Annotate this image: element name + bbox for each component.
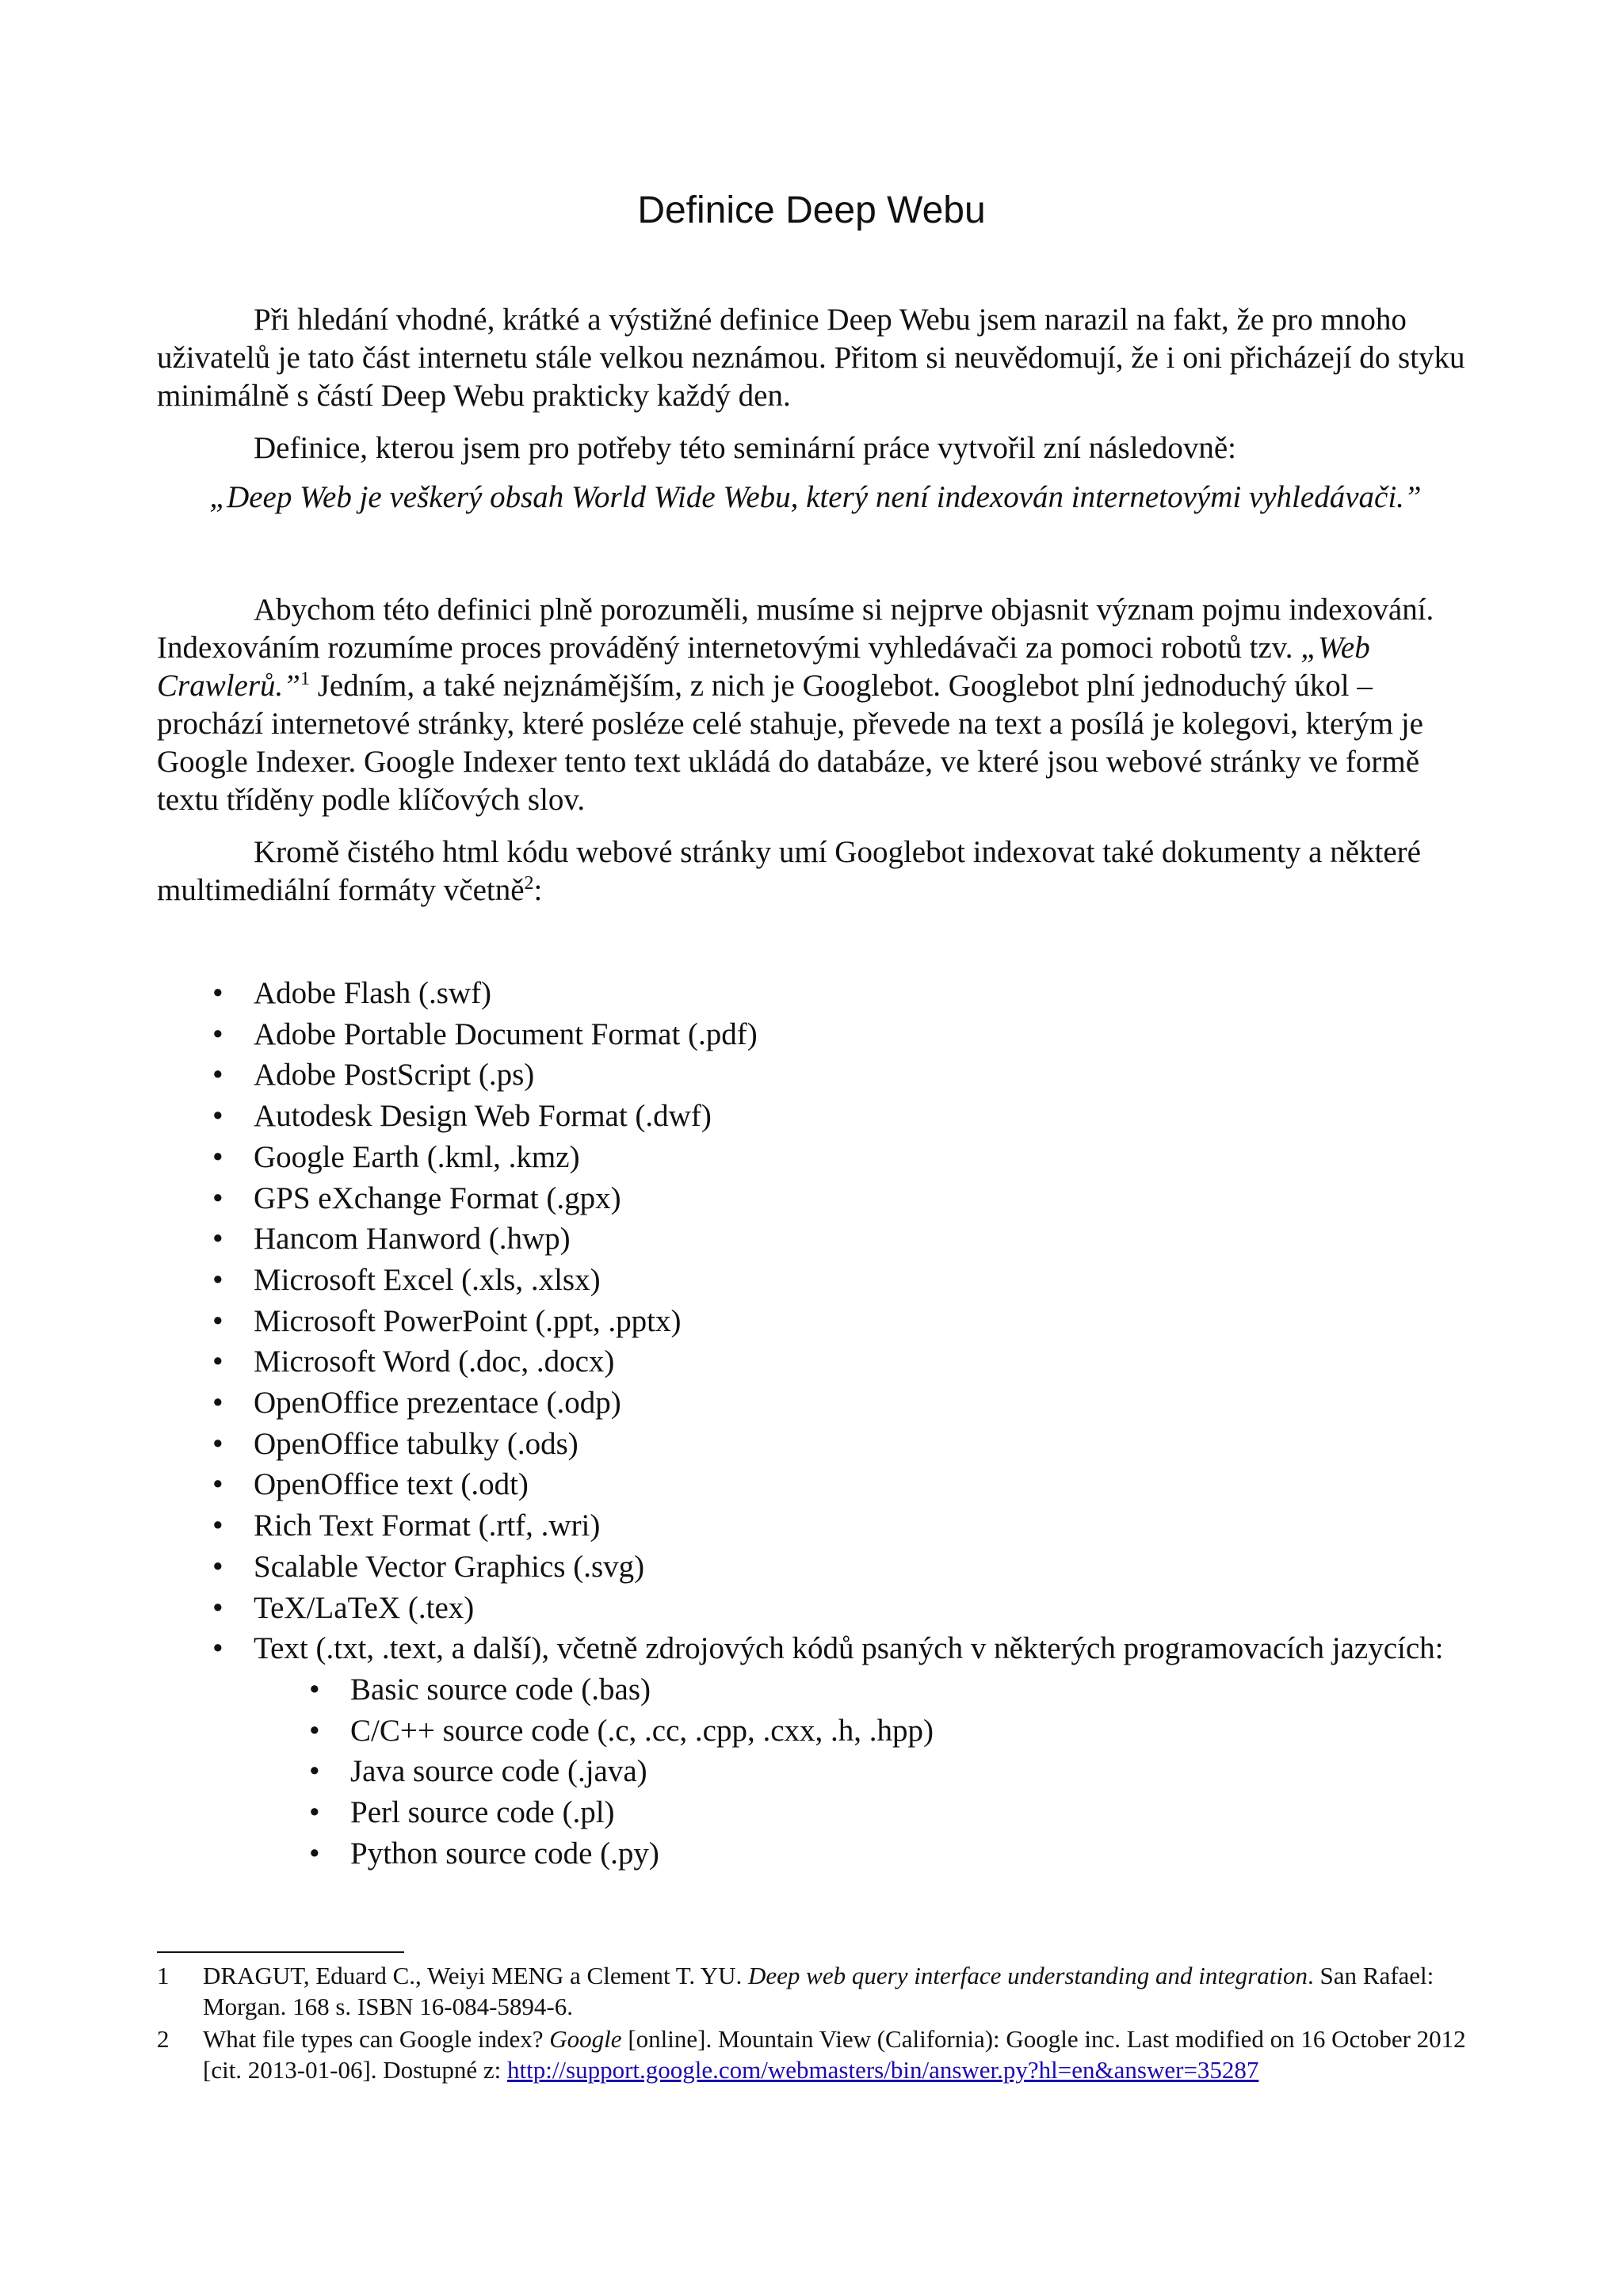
list-item: • OpenOffice prezentace (.odp) — [157, 1383, 1474, 1424]
list-item: • Adobe Flash (.swf) — [157, 973, 1474, 1014]
list-item: • OpenOffice tabulky (.ods) — [157, 1424, 1474, 1465]
footnote-text: . San Rafael: Morgan. 168 s. ISBN 16-084-5894-6. — [203, 1962, 1434, 2020]
footnote-title: Google — [549, 2025, 622, 2053]
list-item: • Autodesk Design Web Format (.dwf) — [157, 1096, 1474, 1137]
web-crawlers-term: „Web Crawlerů.” — [157, 631, 1370, 703]
footnote-ref-2[interactable]: 2 — [524, 873, 534, 894]
footnote-number: 1 — [157, 1962, 170, 1989]
page-title: Definice Deep Webu — [637, 189, 986, 231]
indexing-text-start: Abychom této definici plně porozuměli, musíme si nejprve objasnit význam pojmu indexování. Indexováním rozumíme proces prováděný internetovými vyhledávači za pomoci robotů tzv. — [157, 593, 1434, 665]
list-item: • TeX/LaTeX (.tex) — [157, 1588, 1474, 1629]
list-item-text-format — [157, 1628, 1474, 1874]
footnote-text: DRAGUT, Eduard C., Weiyi MENG a Clement T. YU. — [203, 1962, 749, 1989]
footnote-link[interactable]: http://support.google.com/webmasters/bin/answer.py?hl=en&answer=35287 — [506, 2056, 1259, 2084]
footnote-2 — [157, 2023, 1504, 2085]
indexing-text-end: Jedním, a také nejznámějším, z nich je Googlebot. Googlebot plní jednoduchý úkol – prochází internetové stránky, které posléze celé stahuje, převede na text a posílá je kolegovi, kterým je Google Indexer. Google Indexer tento text ukládá do databáze, ve které jsou webové stránky ve formě textu tříděny podle klíčových slov. — [157, 669, 1423, 817]
paragraph-indexing — [157, 591, 1474, 819]
list-item: • Scalable Vector Graphics (.svg) — [157, 1547, 1474, 1588]
paragraph-definition-lead: Definice, kterou jsem pro potřeby této seminární práce vytvořil zní následovně: — [254, 431, 1237, 465]
footnote-number: 2 — [157, 2025, 170, 2053]
formats-lead-colon: : — [533, 873, 543, 907]
definition-quote: „Deep Web je veškerý obsah World Wide Webu, který není indexován internetovými vyhledávači.” — [209, 480, 1422, 514]
list-item: • Hancom Hanword (.hwp) — [157, 1219, 1474, 1260]
list-item: • Microsoft Excel (.xls, .xlsx) — [157, 1260, 1474, 1301]
list-item: • Adobe Portable Document Format (.pdf) — [157, 1014, 1474, 1055]
footnote-separator — [157, 1951, 404, 1953]
list-item: • Java source code (.java) — [254, 1751, 1474, 1792]
spacer — [157, 517, 1474, 591]
list-item: • Rich Text Format (.rtf, .wri) — [157, 1505, 1474, 1547]
text-format-label: Text (.txt, .text, a další), včetně zdrojových kódů psaných v některých programovacích jazycích: — [254, 1631, 1444, 1666]
list-item: • Basic source code (.bas) — [254, 1669, 1474, 1711]
formats-list — [157, 973, 1474, 1874]
footnotes — [157, 1960, 1504, 2087]
list-item: • Microsoft Word (.doc, .docx) — [157, 1341, 1474, 1383]
footnote-ref-1[interactable]: 1 — [300, 669, 310, 689]
source-code-list — [254, 1669, 1474, 1875]
list-item: • Python source code (.py) — [254, 1833, 1474, 1875]
list-item: • OpenOffice text (.odt) — [157, 1464, 1474, 1505]
list-item: • C/C++ source code (.c, .cc, .cpp, .cxx, .h, .hpp) — [254, 1711, 1474, 1752]
footnote-text: [online]. Mountain View (California): Google inc. Last modified on 16 October 2012 [cit. 2013-01-06]. Dostupné z: — [203, 2025, 1466, 2084]
footnote-text: What file types can Google index? — [203, 2025, 550, 2053]
paragraph-formats-lead — [157, 833, 1474, 910]
list-item: • GPS eXchange Format (.gpx) — [157, 1178, 1474, 1219]
formats-lead-text: Kromě čistého html kódu webové stránky umí Googlebot indexovat také dokumenty a některé multimediální formáty včetně — [157, 835, 1421, 907]
list-item: • Google Earth (.kml, .kmz) — [157, 1137, 1474, 1178]
footnote-1 — [157, 1960, 1504, 2022]
list-item: • Microsoft PowerPoint (.ppt, .pptx) — [157, 1301, 1474, 1342]
body-text — [157, 301, 1474, 910]
footnote-title: Deep web query interface understanding and integration — [748, 1962, 1308, 1989]
list-item: • Perl source code (.pl) — [254, 1792, 1474, 1833]
paragraph-intro: Při hledání vhodné, krátké a výstižné definice Deep Webu jsem narazil na fakt, že pro mnoho uživatelů je tato část internetu stále velkou neznámou. Přitom si neuvědomují, že i oni přicházejí do styku minimálně s částí Deep Webu prakticky každý den. — [157, 303, 1465, 413]
list-item: • Adobe PostScript (.ps) — [157, 1055, 1474, 1096]
